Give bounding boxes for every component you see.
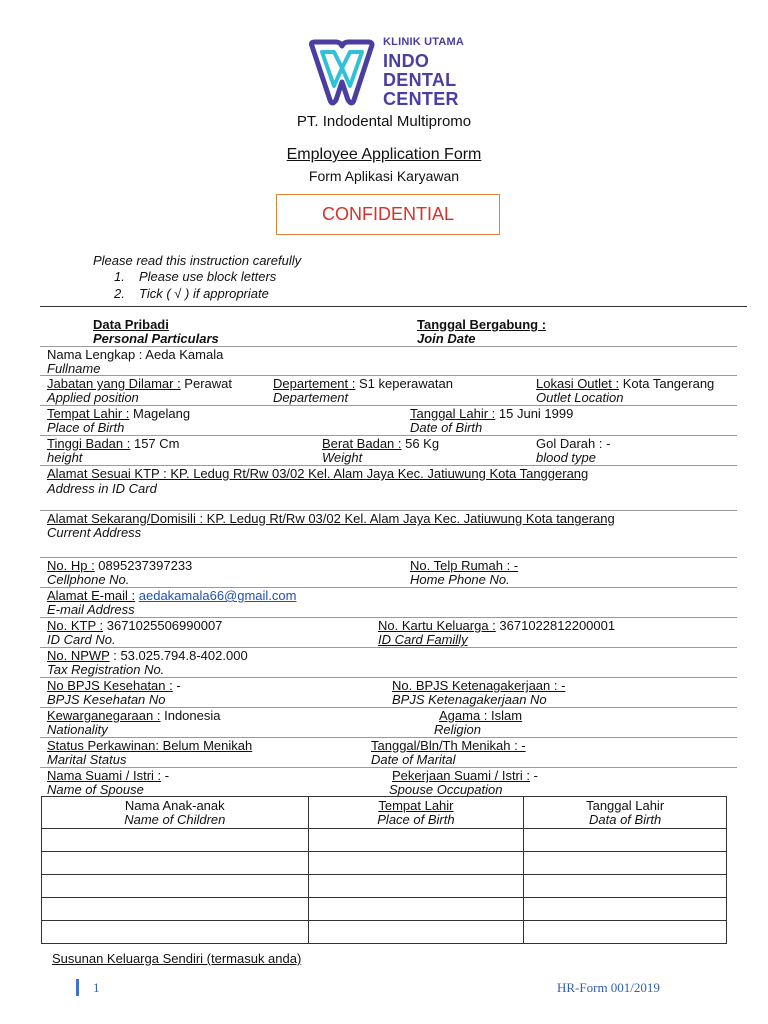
cellphone-field [47,558,192,573]
table-row [42,875,727,898]
ktp-number-en: ID Card No. [47,632,116,647]
weight-value: 56 Kg [401,436,440,451]
children-table [41,796,727,944]
join-date-label-en: Join Date [417,331,476,346]
family-section-heading: Susunan Keluarga Sendiri (termasuk anda) [52,951,302,966]
outlet-label: Lokasi Outlet : [536,376,620,391]
family-card-label: No. Kartu Keluarga : [378,618,496,633]
nationality-value: Indonesia [160,708,221,723]
ktp-address-field: Alamat Sesuai KTP : KP. Ledug Rt/Rw 03/02 Kel. Alam Jaya Kec. Jatiuwung Kota Tanggerang [47,466,589,481]
logo-line-indo: INDO [383,51,430,71]
table-row [42,898,727,921]
cellphone-en: Cellphone No. [47,572,130,587]
confidential-stamp [276,194,500,235]
bpjs-health-en: BPJS Kesehatan No [47,692,166,707]
spouse-occupation-label: Pekerjaan Suami / Istri : [392,768,530,783]
current-address-en: Current Address [47,525,142,540]
height-value: 157 Cm [130,436,180,451]
company-name: PT. Indodental Multipromo [296,113,472,130]
spouse-name-label: Nama Suami / Istri : [47,768,162,783]
bpjs-health-value: - [172,678,181,693]
instruction-item-1: Please use block letters [139,269,277,284]
outlet-value: Kota Tangerang [619,376,715,391]
religion-en: Religion [434,722,481,737]
npwp-label: No. NPWP [47,648,110,663]
instruction-num-1: 1. [114,269,125,284]
family-card-en: ID Card Familly [378,632,468,647]
table-row [42,921,727,944]
position-value: Perawat [180,376,232,391]
marital-status-field: Status Perkawinan: Belum Menikah [47,738,253,753]
birthplace-value: Magelang [129,406,191,421]
table-cell[interactable] [308,829,524,852]
outlet-field [536,376,714,391]
birthdate-label: Tanggal Lahir : [410,406,496,421]
table-cell[interactable] [42,898,309,921]
email-link[interactable]: aedakamala66@gmail.com [138,588,297,603]
personal-heading-en: Personal Particulars [93,331,219,346]
personal-heading: Data Pribadi [93,317,169,332]
table-cell[interactable] [42,829,309,852]
ktp-address-en: Address in ID Card [47,481,157,496]
instruction-intro: Please read this instruction carefully [93,253,302,268]
height-en: height [47,450,83,465]
children-birthplace-header-id: Tempat Lahir [378,797,454,813]
spouse-name-en: Name of Spouse [47,782,144,797]
table-cell[interactable] [42,921,309,944]
cellphone-label: No. Hp : [47,558,95,573]
children-name-header-en: Name of Children [124,811,226,827]
instruction-item-2: Tick ( √ ) if appropriate [139,286,269,301]
children-birthplace-header [308,797,524,829]
table-cell[interactable] [308,898,524,921]
spouse-occupation-value: - [530,768,538,783]
marriage-date-field: Tanggal/Bln/Th Menikah : - [371,738,526,753]
marital-status-en: Marital Status [47,752,127,767]
blood-type-field: Gol Darah : - [536,436,611,451]
department-en: Departement [273,390,349,405]
children-birthdate-header-id: Tanggal Lahir [586,797,665,813]
weight-label: Berat Badan : [322,436,402,451]
position-label: Jabatan yang Dilamar : [47,376,181,391]
birthdate-en: Date of Birth [410,420,483,435]
email-en: E-mail Address [47,602,135,617]
spouse-name-value: - [161,768,170,783]
family-card-field [378,618,615,633]
department-value: S1 keperawatan [355,376,453,391]
family-card-value: 3671022812200001 [495,618,616,633]
page-number: 1 [93,980,100,995]
children-birthdate-header [524,797,727,829]
fullname-field: Nama Lengkap : Aeda Kamala [47,347,224,362]
nationality-en: Nationality [47,722,108,737]
npwp-field [47,648,248,663]
position-field [47,376,232,391]
bpjs-health-field [47,678,181,693]
tooth-logo-icon [306,38,378,108]
table-cell[interactable] [524,875,727,898]
email-field [47,588,297,603]
height-field [47,436,180,451]
marriage-date-en: Date of Marital [371,752,456,767]
bpjs-employment-field: No. BPJS Ketenagakerjaan : - [392,678,566,693]
birthplace-field [47,406,190,421]
table-cell[interactable] [524,829,727,852]
form-code: HR-Form 001/2019 [557,980,660,995]
fullname-en: Fullname [47,361,101,376]
current-address-field: Alamat Sekarang/Domisili : KP. Ledug Rt/Rw 03/02 Kel. Alam Jaya Kec. Jatiuwung Kota tangerang [47,511,615,526]
table-cell[interactable] [524,898,727,921]
children-table-header [42,797,727,829]
nationality-field [47,708,220,723]
weight-field [322,436,439,451]
footer-bar [76,979,79,996]
religion-field: Agama : Islam [439,708,523,723]
children-birthdate-header-en: Data of Birth [589,811,662,827]
cellphone-value: 0895237397233 [94,558,193,573]
table-cell[interactable] [524,921,727,944]
join-date-label: Tanggal Bergabung : [417,317,547,332]
npwp-en: Tax Registration No. [47,662,165,677]
blood-type-en: blood type [536,450,596,465]
nationality-label: Kewarganegaraan : [47,708,161,723]
birthdate-field [410,406,573,421]
ktp-number-value: 3671025506990007 [103,618,223,633]
logo-subtitle: KLINIK UTAMA [383,36,465,48]
table-row [42,852,727,875]
birthdate-value: 15 Juni 1999 [495,406,574,421]
birthplace-label: Tempat Lahir : [47,406,130,421]
npwp-value: : 53.025.794.8-402.000 [109,648,248,663]
outlet-en: Outlet Location [536,390,624,405]
birthplace-en: Place of Birth [47,420,125,435]
table-cell[interactable] [308,875,524,898]
table-cell[interactable] [308,921,524,944]
spouse-occupation-field [392,768,538,783]
table-cell[interactable] [524,852,727,875]
email-label: Alamat E-mail : [47,588,136,603]
table-cell[interactable] [42,852,309,875]
table-cell[interactable] [42,875,309,898]
position-en: Applied position [47,390,139,405]
instruction-num-2: 2. [114,286,125,301]
children-name-header [42,797,309,829]
ktp-number-field [47,618,222,633]
bpjs-health-label: No BPJS Kesehatan : [47,678,173,693]
bpjs-employment-en: BPJS Ketenagakerjaan No [392,692,547,707]
section-divider [40,306,747,307]
weight-en: Weight [322,450,363,465]
confidential-text: CONFIDENTIAL [321,204,454,224]
home-phone-en: Home Phone No. [410,572,510,587]
form-subtitle: Form Aplikasi Karyawan [308,168,460,184]
department-field [273,376,453,391]
table-cell[interactable] [308,852,524,875]
spouse-name-field [47,768,169,783]
logo-line-center: CENTER [383,89,459,109]
ktp-number-label: No. KTP : [47,618,104,633]
department-label: Departement : [273,376,356,391]
children-birthplace-header-en: Place of Birth [377,811,455,827]
table-row [42,829,727,852]
logo-line-dental: DENTAL [383,70,457,90]
children-name-header-id: Nama Anak-anak [124,797,225,813]
spouse-occupation-en: Spouse Occupation [389,782,503,797]
height-label: Tinggi Badan : [47,436,131,451]
form-title: Employee Application Form [286,146,482,163]
home-phone-field: No. Telp Rumah : - [410,558,519,573]
